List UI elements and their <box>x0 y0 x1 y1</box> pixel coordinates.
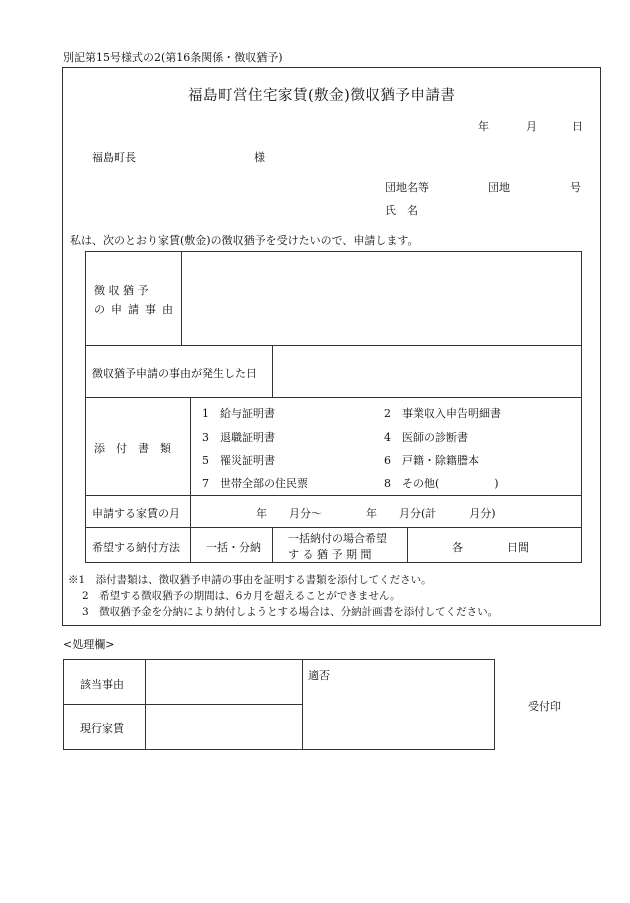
attachment-item: 7 世帯全部の住民票 <box>202 477 308 490</box>
occurred-date-label: 徴収猶予申請の事由が発生した日 <box>92 367 257 380</box>
applicant-name-label: 氏 名 <box>385 204 418 217</box>
attachment-item: 6 戸籍・除籍謄本 <box>384 454 479 467</box>
lump-sum-value: 各 日間 <box>452 541 529 554</box>
approval-label: 適否 <box>308 669 330 682</box>
attachment-item: 3 退職証明書 <box>202 431 275 444</box>
reason-label-line1: 徴 収 猶 予 <box>94 284 149 297</box>
rent-month-value: 年 月分～ 年 月分(計 月分) <box>256 507 496 520</box>
note-2: 2 希望する徴収猶予の期間は、6カ月を超えることができません。 <box>82 590 401 602</box>
attachment-item: 4 医師の診断書 <box>384 431 468 444</box>
addressee-name: 福島町長 <box>92 151 136 164</box>
page-title: 福島町営住宅家賃(敷金)徴収猶予申請書 <box>188 88 456 104</box>
lump-sum-label-line1: 一括納付の場合希望 <box>288 532 387 545</box>
room-number-suffix: 号 <box>570 181 581 194</box>
form-number-caption: 別記第15号様式の2(第16条関係・徴収猶予) <box>63 51 283 64</box>
occurred-date-input[interactable] <box>278 352 578 392</box>
processing-heading: <処理欄> <box>63 638 115 651</box>
estate-label: 団地名等 <box>385 181 429 194</box>
rent-month-label: 申請する家賃の月 <box>92 507 180 520</box>
attachment-item: 5 罹災証明書 <box>202 454 275 467</box>
attachment-item: 2 事業収入申告明細書 <box>384 407 501 420</box>
note-1: ※1 添付書類は、徴収猶予申請の事由を証明する書類を添付してください。 <box>68 574 432 586</box>
payment-method-value: 一括・分納 <box>206 541 261 554</box>
date-year-label: 年 <box>478 120 489 133</box>
reason-label-line2: の申請事由 <box>94 303 179 316</box>
note-3: 3 徴収猶予金を分納により納付しようとする場合は、分納計画書を添付してください。 <box>82 606 499 618</box>
lump-sum-label-line2: す る 猶 予 期 間 <box>288 548 372 561</box>
date-month-label: 月 <box>526 120 537 133</box>
payment-method-label: 希望する納付方法 <box>92 541 180 554</box>
reason-input-area[interactable] <box>186 258 576 340</box>
estate-suffix: 団地 <box>488 181 510 194</box>
received-stamp-label: 受付印 <box>528 700 561 713</box>
current-rent-label: 現行家賃 <box>80 722 124 735</box>
attachments-label: 添 付 書 類 <box>94 442 171 455</box>
date-day-label: 日 <box>572 120 583 133</box>
applicable-reason-label: 該当事由 <box>80 678 124 691</box>
attachment-item: 8 その他( ) <box>384 477 499 490</box>
attachment-item: 1 給与証明書 <box>202 407 275 420</box>
intro-sentence: 私は、次のとおり家賃(敷金)の徴収猶予を受けたいので、申請します。 <box>70 234 419 247</box>
addressee-honorific: 様 <box>254 151 265 164</box>
